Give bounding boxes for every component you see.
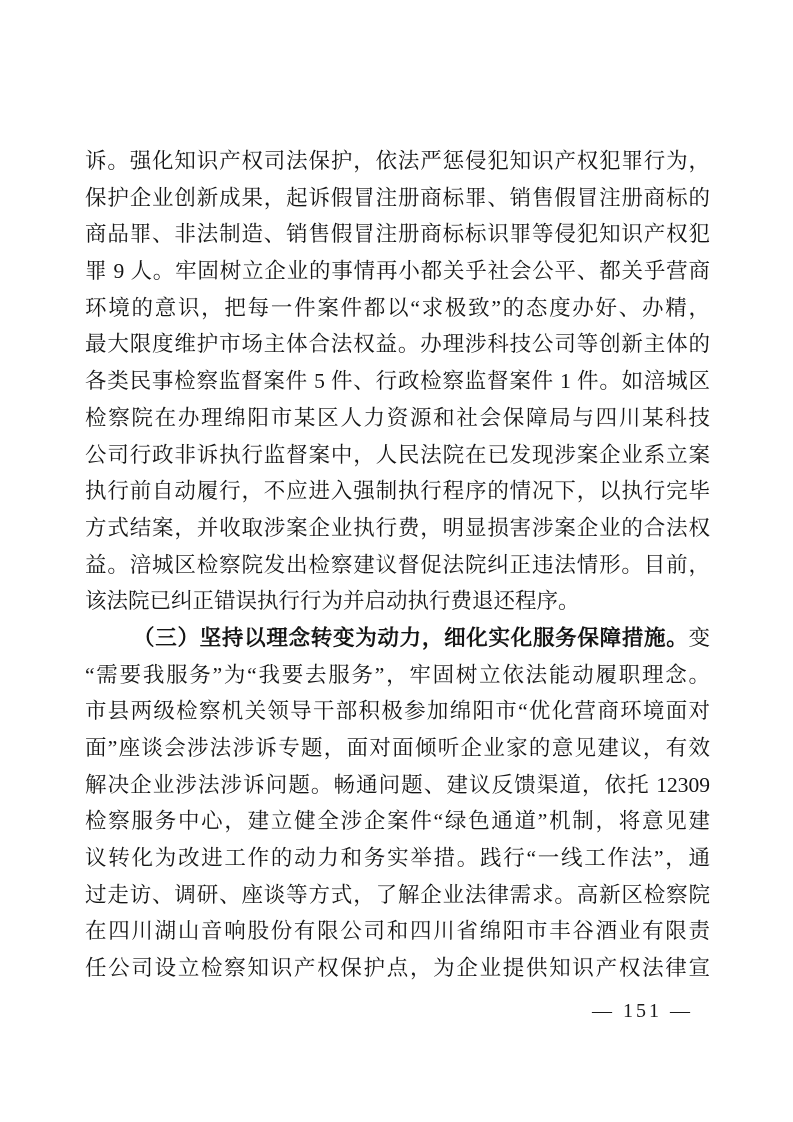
body-text-segment: 在四川湖山音响股份有限公司和四川省绵阳市丰谷酒业有限责 bbox=[85, 919, 710, 944]
body-text bbox=[85, 143, 710, 987]
body-text-segment: 市县两级检察机关领导干部积极参加绵阳市“优化营商环境面对 bbox=[85, 699, 710, 724]
body-text-segment: 面”座谈会涉法涉诉专题，面对面倾听企业家的意见建议，有效 bbox=[85, 736, 710, 760]
body-text-segment: 解决企业涉法涉诉问题。畅通问题、建议反馈渠道，依托 12309 bbox=[85, 772, 710, 797]
text-line bbox=[85, 473, 710, 510]
text-line bbox=[85, 583, 710, 620]
body-text-segment: 公司行政非诉执行监督案中，人民法院在已发现涉案企业系立案 bbox=[85, 442, 710, 467]
text-line bbox=[85, 877, 710, 914]
body-text-segment: 罪 9 人。牢固树立企业的事情再小都关乎社会公平、都关乎营商 bbox=[85, 259, 710, 284]
text-line bbox=[85, 620, 710, 657]
body-text-segment: 变 bbox=[688, 625, 710, 650]
text-line bbox=[85, 950, 710, 987]
text-line bbox=[85, 216, 710, 253]
text-line bbox=[85, 363, 710, 400]
body-text-segment: “需要我服务”为“我要去服务”，牢固树立依法能动履职理念。 bbox=[85, 662, 710, 687]
body-text-segment: 益。涪城区检察院发出检察建议督促法院纠正违法情形。目前， bbox=[85, 552, 710, 577]
page-number: — 151 — bbox=[592, 1000, 693, 1022]
body-text-segment: 商品罪、非法制造、销售假冒注册商标标识罪等侵犯知识产权犯 bbox=[85, 222, 710, 247]
text-line bbox=[85, 693, 710, 730]
body-text-segment: 保护企业创新成果，起诉假冒注册商标罪、销售假冒注册商标的 bbox=[85, 185, 710, 210]
body-text-segment: 该法院已纠正错误执行行为并启动执行费退还程序。 bbox=[85, 589, 580, 614]
text-line bbox=[85, 143, 710, 180]
body-text-segment: 各类民事检察监督案件 5 件、行政检察监督案件 1 件。如涪城区 bbox=[85, 369, 710, 394]
section-heading-text: （三）坚持以理念转变为动力，细化实化服务保障措施。 bbox=[133, 625, 689, 650]
text-line bbox=[85, 510, 710, 547]
text-line bbox=[85, 730, 710, 767]
body-text-segment: 环境的意识，把每一件案件都以“求极致”的态度办好、办精， bbox=[85, 295, 710, 320]
text-line bbox=[85, 803, 710, 840]
body-text-segment: 过走访、调研、座谈等方式，了解企业法律需求。高新区检察院 bbox=[85, 882, 710, 907]
body-text-segment: 方式结案，并收取涉案企业执行费，明显损害涉案企业的合法权 bbox=[85, 515, 710, 540]
text-line bbox=[85, 547, 710, 584]
body-text-segment: 议转化为改进工作的动力和务实举措。践行“一线工作法”，通 bbox=[85, 846, 710, 871]
text-line bbox=[85, 253, 710, 290]
body-text-segment: 最大限度维护市场主体合法权益。办理涉科技公司等创新主体的 bbox=[85, 332, 710, 357]
text-line bbox=[85, 290, 710, 327]
body-text-segment: 检察服务中心，建立健全涉企案件“绿色通道”机制，将意见建 bbox=[85, 809, 710, 834]
body-text-segment: 任公司设立检察知识产权保护点，为企业提供知识产权法律宣 bbox=[85, 956, 710, 981]
text-line bbox=[85, 840, 710, 877]
text-line bbox=[85, 180, 710, 217]
body-text-segment: 检察院在办理绵阳市某区人力资源和社会保障局与四川某科技 bbox=[85, 405, 710, 430]
text-line bbox=[85, 400, 710, 437]
text-line bbox=[85, 767, 710, 804]
text-line bbox=[85, 913, 710, 950]
text-line bbox=[85, 437, 710, 474]
body-text-segment: 执行前自动履行，不应进入强制执行程序的情况下，以执行完毕 bbox=[85, 479, 710, 504]
text-line bbox=[85, 326, 710, 363]
body-text-segment: 诉。强化知识产权司法保护，依法严惩侵犯知识产权犯罪行为， bbox=[85, 149, 710, 173]
text-line bbox=[85, 657, 710, 694]
